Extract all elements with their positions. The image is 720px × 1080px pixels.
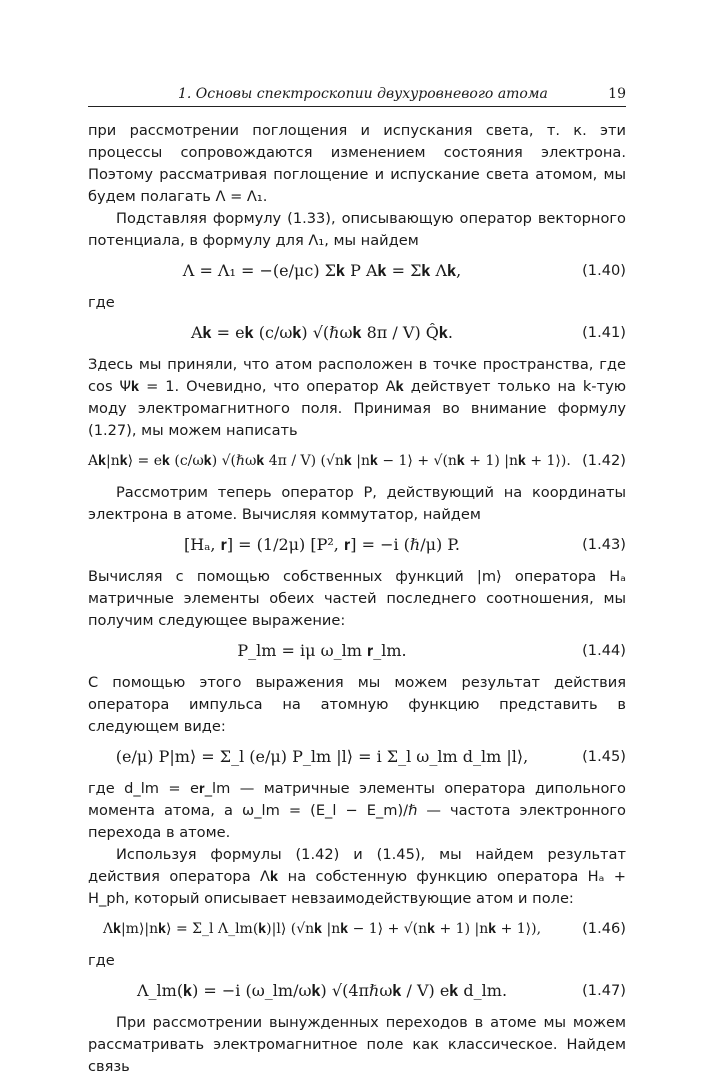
equation-1-40: [88, 252, 626, 292]
equation-formula: A𝐤 = e𝐤 (c/ω𝐤) √(ℏω𝐤 8π / V) Q̂𝐤.: [191, 323, 453, 342]
equation-number: (1.44): [582, 642, 626, 659]
paragraph: Рассмотрим теперь оператор P, действующий на координаты электрона в атоме. Вычисляя коммутатор, найдем: [88, 484, 626, 523]
equation-formula: (e/μ) P|m⟩ = Σ_l (e/μ) P_lm |l⟩ = i Σ_l ω_lm d_lm |l⟩,: [115, 747, 529, 766]
paragraph: где: [88, 952, 115, 969]
equation-formula: [Hₐ, 𝐫] = (1/2μ) [P², 𝐫] = −i (ℏ/μ) P.: [184, 535, 460, 554]
page-number: 19: [608, 86, 626, 102]
equation-1-45: [88, 738, 626, 778]
equation-formula: Λ = Λ₁ = −(e/μc) Σ𝐤 P A𝐤 = Σ𝐤 Λ𝐤,: [182, 261, 462, 280]
equation-number: (1.41): [582, 324, 626, 341]
chapter-title: 1. Основы спектроскопии двухуровневого атома: [178, 86, 548, 102]
paragraph: С помощью этого выражения мы можем результат действия оператора импульса на атомную функцию представить в следующем виде:: [88, 674, 626, 735]
equation-formula: Λ_lm(𝐤) = −i (ω_lm/ω𝐤) √(4πℏω𝐤 / V) e𝐤 d_lm.: [136, 981, 508, 1000]
equation-formula: P_lm = iμ ω_lm 𝐫_lm.: [237, 641, 407, 660]
equation-1-43: [88, 526, 626, 566]
paragraph: где d_lm = e𝐫_lm — матричные элементы оператора дипольного момента атома, а ω_lm = (E_l − E_m)/ℏ — частота электронного перехода в атоме.: [88, 780, 626, 841]
paragraph: Вычисляя с помощью собственных функций |m⟩ оператора Hₐ матричные элементы обеих частей последнего соотношения, мы получим следующее выражение:: [88, 568, 626, 629]
equation-number: (1.42): [582, 452, 626, 469]
equation-number: (1.47): [582, 982, 626, 999]
page-body: [88, 120, 626, 1078]
paragraph: при рассмотрении поглощения и испускания света, т. к. эти процессы сопровождаются изменением состояния электрона. Поэтому рассматривая поглощение и испускание света атомом, мы будем полагать Λ = Λ₁.: [88, 122, 626, 205]
equation-formula: Λ𝐤|m⟩|n𝐤⟩ = Σ_l Λ_lm(𝐤)|l⟩ (√n𝐤 |n𝐤 − 1⟩ + √(n𝐤 + 1) |n𝐤 + 1⟩),: [102, 921, 542, 937]
equation-1-47: [88, 972, 626, 1012]
equation-number: (1.46): [582, 920, 626, 937]
equation-number: (1.40): [582, 262, 626, 279]
paragraph: где: [88, 294, 115, 311]
paragraph: При рассмотрении вынужденных переходов в атоме мы можем рассматривать электромагнитное поле как классическое. Найдем связь: [88, 1014, 626, 1075]
equation-1-46: [88, 910, 626, 950]
equation-number: (1.45): [582, 748, 626, 765]
paragraph: Подставляя формулу (1.33), описывающую оператор векторного потенциала, в формулу для Λ₁, мы найдем: [88, 210, 626, 249]
equation-1-41: [88, 314, 626, 354]
running-header: [88, 84, 626, 107]
equation-number: (1.43): [582, 536, 626, 553]
paragraph: Используя формулы (1.42) и (1.45), мы найдем результат действия оператора Λ𝐤 на собстенную функцию оператора Hₐ + H_ph, который описывает невзаимодействующие атом и поле:: [88, 846, 626, 907]
paragraph: Здесь мы приняли, что атом расположен в точке пространства, где cos Ψ𝐤 = 1. Очевидно, что оператор A𝐤 действует только на k-тую моду электромагнитного поля. Принимая во внимание формулу (1.27), мы можем написать: [88, 356, 626, 439]
equation-1-42: [88, 442, 626, 482]
equation-1-44: [88, 632, 626, 672]
equation-formula: A𝐤|n𝐤⟩ = e𝐤 (c/ω𝐤) √(ℏω𝐤 4π / V) (√n𝐤 |n𝐤 − 1⟩ + √(n𝐤 + 1) |n𝐤 + 1⟩).: [88, 453, 571, 469]
